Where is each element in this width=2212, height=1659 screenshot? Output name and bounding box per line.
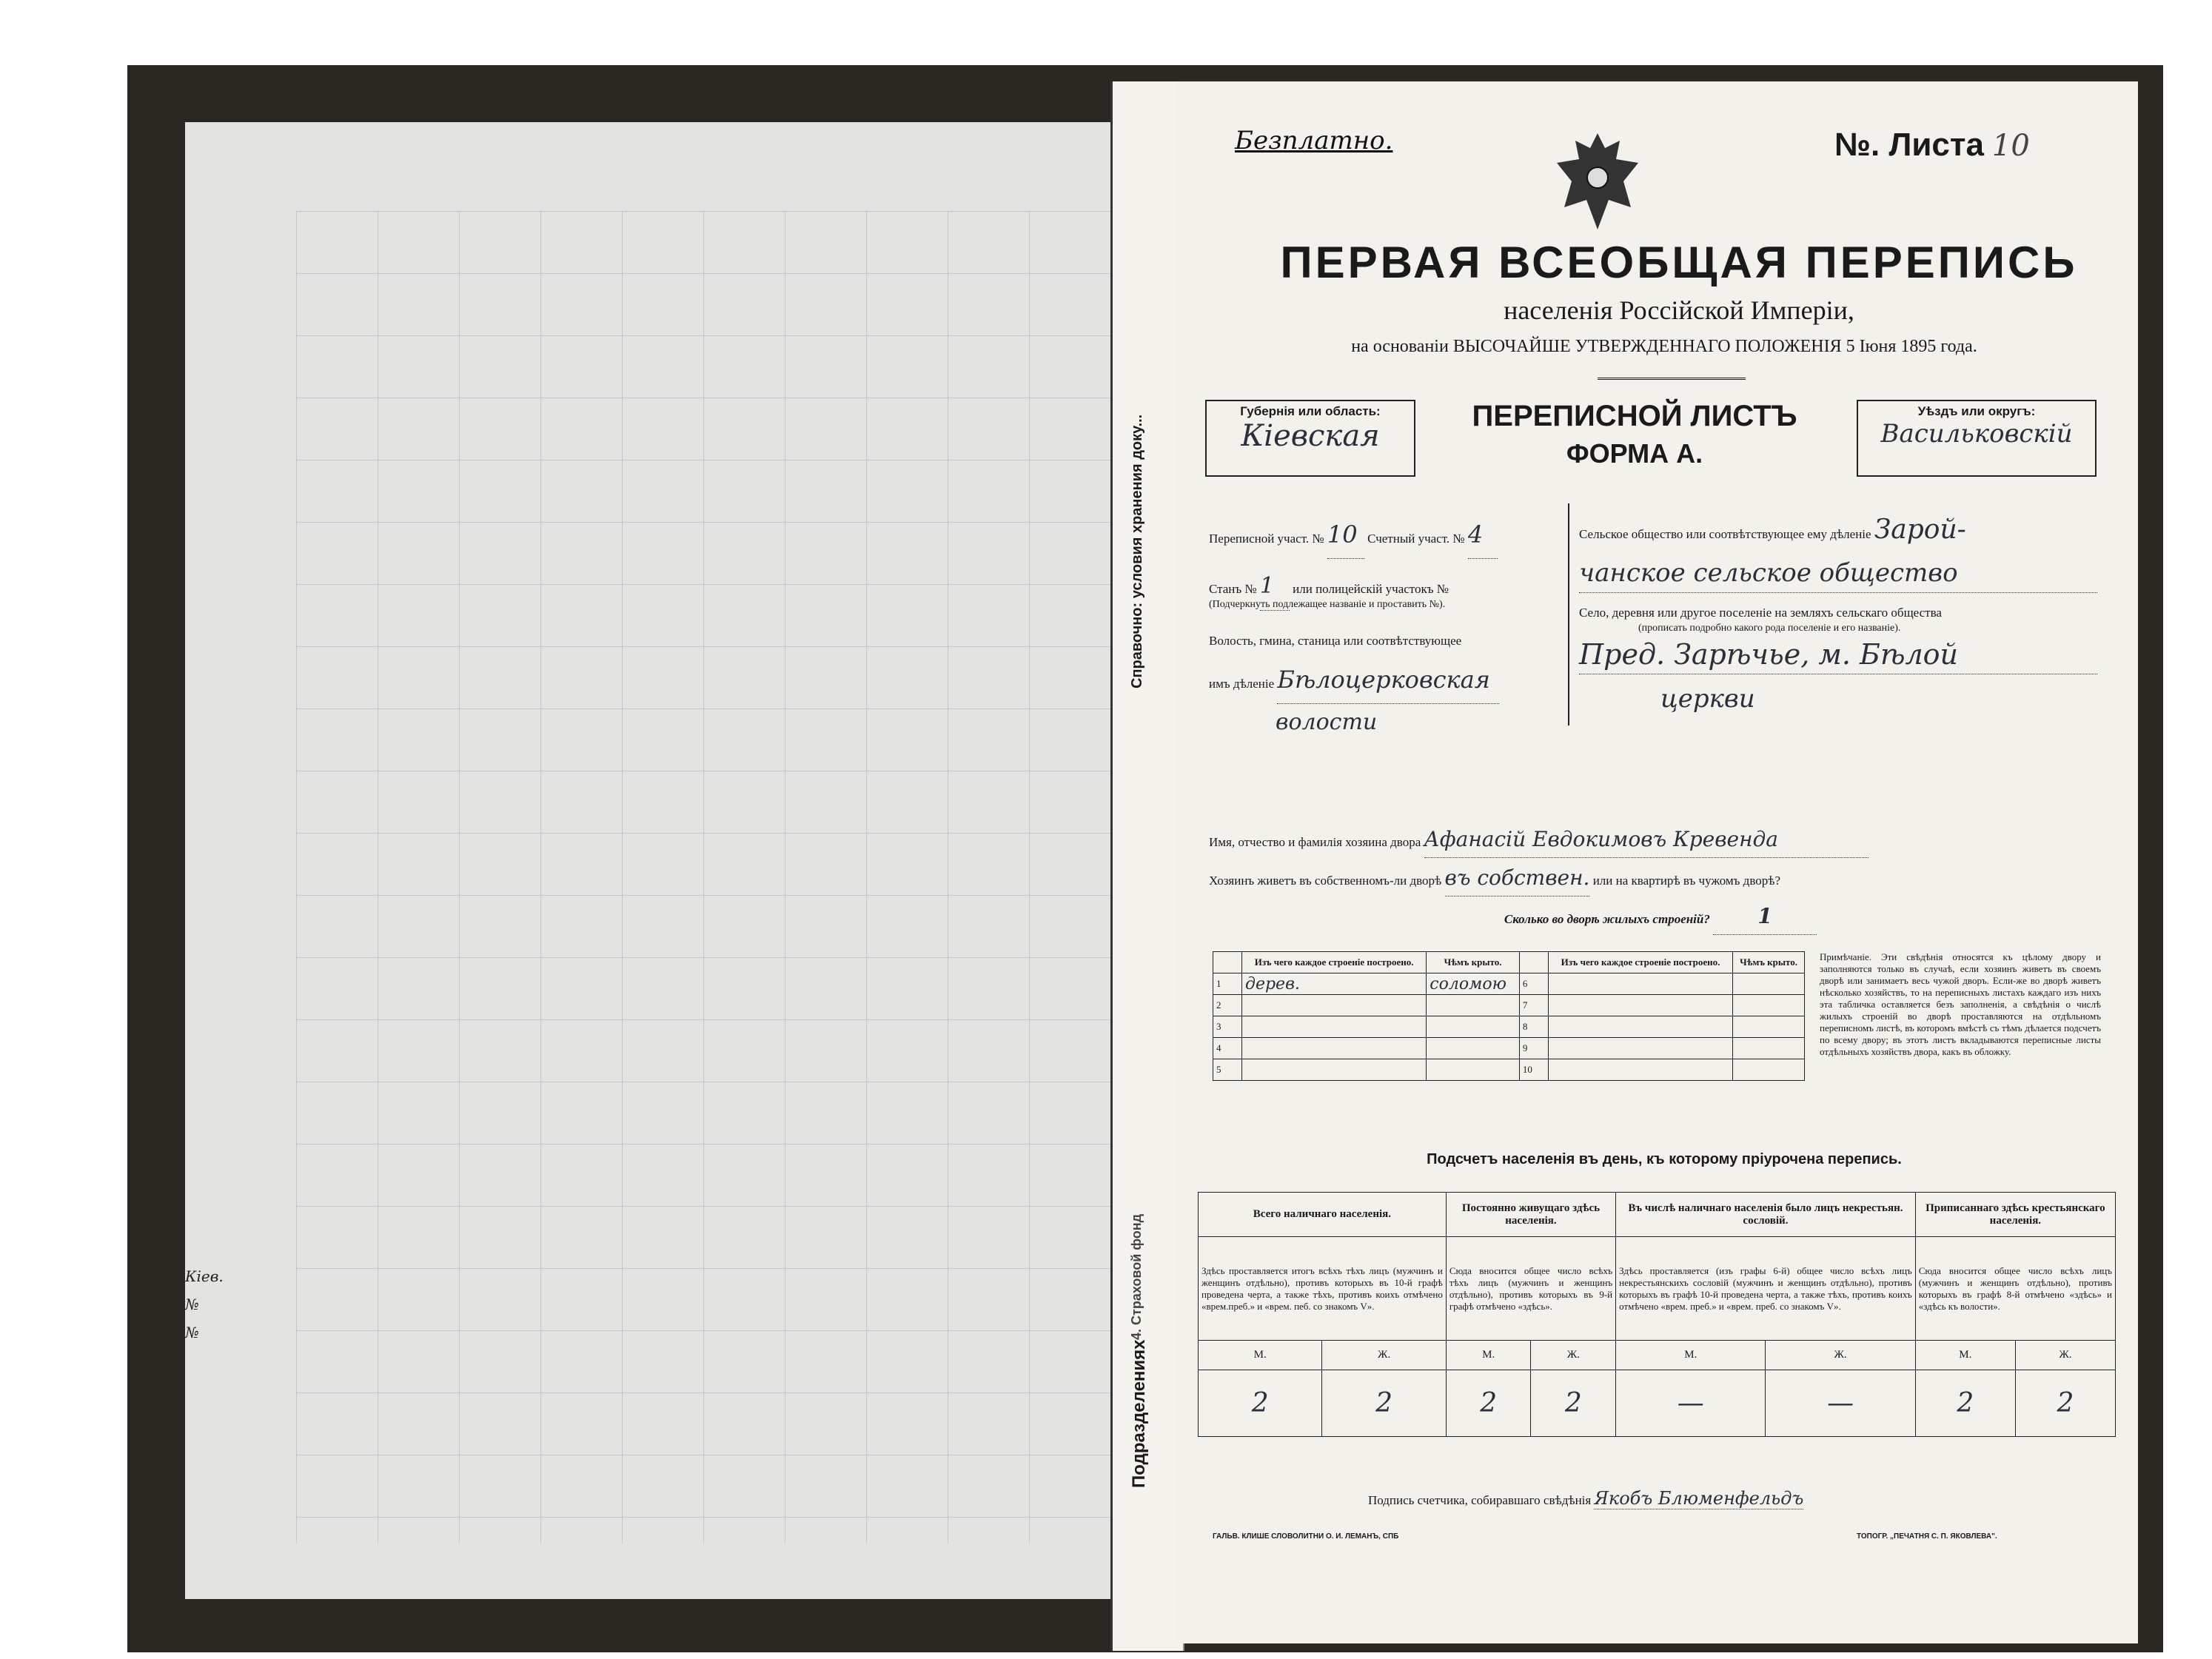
count-3-f: — (1766, 1370, 1915, 1437)
count-col-2-desc: Сюда вносится общее число всѣхъ тѣхъ лицъ (мужчинъ и женщинъ отдѣльно), противъ которыхъ въ 9-й графѣ отмѣчено «здѣсь». (1446, 1237, 1615, 1341)
col-roof: Чѣмъ крыто. (1427, 952, 1520, 973)
count-col-1-desc: Здѣсь проставляется итогъ всѣхъ тѣхъ лицъ (мужчинъ и женщинъ отдѣльно), противъ которыхъ въ 10-й графѣ проведена черта, а также тѣхъ, противъ коихъ отмѣчено «врем.преб.» и «врем. пеб. со знакомъ V». (1199, 1237, 1447, 1341)
uchastok-value: 10 (1327, 511, 1364, 559)
f-label: Ж. (1322, 1341, 1446, 1370)
free-label: Безплатно. (1235, 126, 1393, 155)
table-row (1213, 973, 1805, 995)
f-label: Ж. (1766, 1341, 1915, 1370)
volost-value: Бѣлоцерковская (1277, 656, 1499, 704)
uchastok-row (1209, 511, 1557, 563)
society-row (1579, 511, 2112, 554)
sheet-no-label: №. Листа (1834, 127, 1984, 163)
lives-value: въ собствен. (1445, 860, 1590, 896)
cell-material: дерев. (1242, 973, 1427, 995)
count-4-m: 2 (1915, 1370, 2015, 1437)
table-row (1213, 1016, 1805, 1038)
ornament-divider (1598, 378, 1746, 380)
volost-label2: имъ дѣленіе (1209, 677, 1275, 691)
owner-value: Афанасій Евдокимовъ Кревенда (1424, 822, 1869, 858)
census-subtitle: населенія Россійской Имперіи, (1504, 295, 1854, 325)
count-2-f: 2 (1531, 1370, 1616, 1437)
row-num: 6 (1519, 973, 1548, 995)
binding-strip (1110, 81, 1184, 1651)
schetny-label: Счетный участ. № (1367, 532, 1465, 546)
selo-label: Село, деревня или другое поселеніе на земляхъ сельскаго общества (1579, 606, 1942, 620)
buildings-value: 1 (1713, 899, 1817, 935)
count-4-f: 2 (2015, 1370, 2115, 1437)
uezd-box (1857, 400, 2097, 477)
table-row (1213, 1059, 1805, 1081)
binding-label-mid: 4. Страховой фонд (1129, 1213, 1144, 1340)
owner-block (1209, 822, 2112, 937)
signature-label: Подпись счетчика, собиравшаго свѣдѣнія (1368, 1493, 1592, 1507)
col-roof-2: Чѣмъ крыто. (1733, 952, 1805, 973)
lives-row (1209, 860, 2112, 899)
cell-roof: соломою (1427, 973, 1520, 995)
uchastok-label: Переписной участ. № (1209, 532, 1324, 546)
volost-value2: волости (1276, 709, 1378, 735)
buildings-table (1213, 951, 1805, 1081)
owner-label: Имя, отчество и фамилія хозяина двора (1209, 835, 1421, 849)
buildings-row (1209, 899, 2112, 937)
m-label: М. (1199, 1341, 1322, 1370)
uezd-value: Васильковскій (1880, 419, 2073, 449)
m-label: М. (1446, 1341, 1531, 1370)
row-num: 3 (1213, 1016, 1242, 1038)
police-label: или полицейскій участокъ № (1293, 582, 1449, 596)
row-num: 2 (1213, 995, 1242, 1016)
left-margin-line1: Кіев. (185, 1267, 224, 1285)
owner-row (1209, 822, 2112, 860)
count-col-3-head: Въ числѣ наличнаго населенія было лицъ некрестьян. сословій. (1616, 1193, 1916, 1237)
table-row (1213, 1038, 1805, 1059)
sheet-number (1834, 126, 2030, 164)
count-col-4-head: Приписаннаго здѣсь крестьянскаго населенія. (1915, 1193, 2115, 1237)
right-fields (1579, 511, 2112, 718)
col-material-2: Изъ чего каждое строеніе построено. (1548, 952, 1732, 973)
society-label: Сельское общество или соотвѣтствующее ему дѣленіе (1579, 527, 1871, 541)
table-row (1213, 995, 1805, 1016)
society-value: Зарой- (1874, 515, 1966, 545)
double-eagle-emblem-icon (1549, 126, 1646, 237)
m-label: М. (1915, 1341, 2015, 1370)
row-num: 9 (1519, 1038, 1548, 1059)
selo-value: Пред. Зарѣчье, м. Бѣлой (1579, 635, 2097, 674)
count-col-3-desc: Здѣсь проставляется (изъ графы 6-й) общее число всѣхъ лицъ некрестьянскихъ сословій (мужчинъ и женщинъ отдѣльно), противъ которыхъ въ графѣ 10-й проведена черта, а также тѣхъ, противъ коихъ отмѣчено «врем. преб.» и «врем. преб. со знакомъ V». (1616, 1237, 1916, 1341)
gubernia-box (1205, 400, 1415, 477)
count-1-m: 2 (1199, 1370, 1322, 1437)
count-col-1-head: Всего наличнаго населенія. (1199, 1193, 1447, 1237)
census-form-page (1176, 81, 2138, 1643)
stan-label: Станъ № (1209, 582, 1257, 596)
printer-right: ТОПОГР. „ПЕЧАТНЯ С. П. ЯКОВЛЕВА". (1857, 1532, 1997, 1541)
signature-value: Якобъ Блюменфельдъ (1594, 1488, 1804, 1509)
count-table (1198, 1192, 2116, 1437)
row-num: 1 (1213, 973, 1242, 995)
binding-label-top: Справочно: условия хранения доку... (1129, 414, 1145, 688)
schetny-value: 4 (1468, 511, 1498, 559)
row-num: 7 (1519, 995, 1548, 1016)
underline-note: (Подчеркнуть подлежащее названіе и проставить №). (1209, 599, 1446, 610)
form-label: ФОРМА А. (1566, 438, 1703, 469)
row-num: 4 (1213, 1038, 1242, 1059)
volost-label: Волость, гмина, станица или соотвѣтствующее (1209, 634, 1462, 648)
f-label: Ж. (2015, 1341, 2115, 1370)
left-page-grid (296, 211, 1110, 1544)
sheet-no-value: 10 (1991, 129, 2030, 163)
m-label: М. (1616, 1341, 1766, 1370)
row-num: 8 (1519, 1016, 1548, 1038)
lives-tail: или на квартирѣ въ чужомъ дворѣ? (1592, 874, 1781, 888)
census-title: ПЕРВАЯ ВСЕОБЩАЯ ПЕРЕПИСЬ (1280, 238, 2078, 287)
stan-value: 1 (1260, 563, 1290, 611)
selo-value2: церкви (1660, 684, 1755, 714)
row-num: 5 (1213, 1059, 1242, 1081)
signature-row (1368, 1488, 2034, 1509)
printer-left: ГАЛЬВ. КЛИШЕ СЛОВОЛИТНИ О. И. ЛЕМАНЪ, СПБ (1213, 1532, 1399, 1541)
gubernia-label: Губернія или область: (1240, 404, 1381, 418)
decree-line: на основаніи ВЫСОЧАЙШЕ УТВЕРЖДЕННАГО ПОЛОЖЕНІЯ 5 Іюня 1895 года. (1351, 337, 1977, 356)
column-divider (1568, 503, 1569, 725)
count-title: Подсчетъ населенія въ день, къ которому пріурочена перепись. (1427, 1151, 1902, 1167)
count-col-4-desc: Сюда вносится общее число всѣхъ лицъ (мужчинъ и женщинъ отдѣльно), противъ которыхъ въ графѣ 8-й отмѣчено «здѣсь» и «здѣсь къ волости». (1915, 1237, 2115, 1341)
binding-label-bottom: Подразделениях (1129, 1339, 1149, 1488)
gubernia-value: Кіевская (1241, 419, 1380, 453)
buildings-question: Сколько во дворѣ жилыхъ строеній? (1504, 912, 1710, 926)
f-label: Ж. (1531, 1341, 1616, 1370)
selo-note: (прописать подробно какого рода поселеніе и его названіе). (1638, 623, 1901, 634)
left-margin-line3: № (185, 1324, 199, 1341)
row-num: 10 (1519, 1059, 1548, 1081)
form-head (1205, 400, 2138, 481)
col-material: Изъ чего каждое строеніе построено. (1242, 952, 1427, 973)
left-fields (1209, 511, 1557, 737)
volost-row (1209, 656, 1557, 708)
count-3-m: — (1616, 1370, 1766, 1437)
uezd-label: Уѣздъ или округъ: (1917, 404, 2036, 418)
count-1-f: 2 (1322, 1370, 1446, 1437)
list-title: ПЕРЕПИСНОЙ ЛИСТЪ (1472, 400, 1797, 432)
lives-label: Хозяинъ живетъ въ собственномъ-ли дворѣ (1209, 874, 1442, 888)
left-page (185, 122, 1127, 1599)
left-margin-stub (185, 1262, 224, 1347)
society-value2: чанское сельское общество (1579, 554, 2097, 593)
buildings-note: Примѣчаніе. Эти свѣдѣнія относятся къ цѣлому двору и заполняются только въ случаѣ, если хозяинъ живетъ въ своемъ дворѣ или занимаетъ весь чужой дворъ. Если-же во дворѣ живетъ нѣсколько хозяйствъ, то на переписныхъ листахъ каждаго изъ нихъ эта табличка оставляется безъ заполненія, а свѣдѣнія о числѣ жилыхъ строеній во дворѣ проставляются на отдѣльномъ переписномъ листѣ, въ которомъ вмѣстѣ съ тѣмъ дѣлается подсчетъ по всему двору; въ этотъ листъ вкладываются переписные листы отдѣльныхъ хозяйствъ двора, какъ въ обложку. (1820, 951, 2101, 1057)
count-2-m: 2 (1446, 1370, 1531, 1437)
count-col-2-head: Постоянно живущаго здѣсь населенія. (1446, 1193, 1615, 1237)
left-margin-line2: № (185, 1296, 199, 1313)
